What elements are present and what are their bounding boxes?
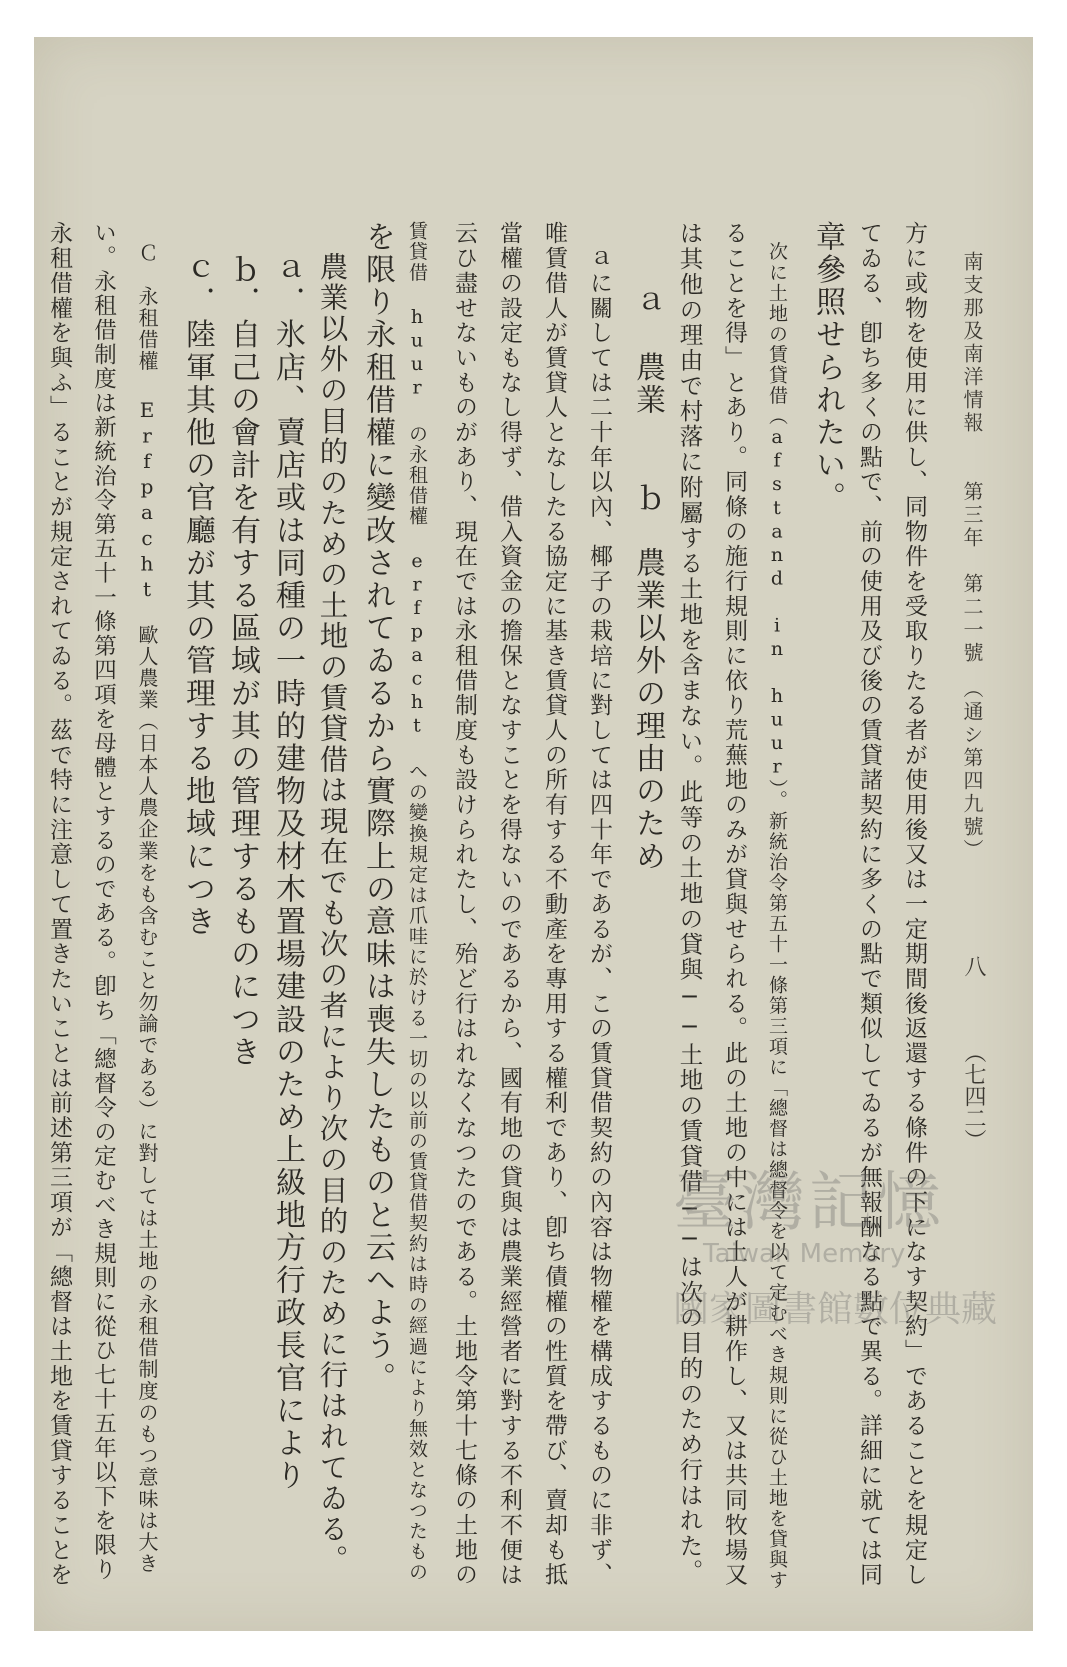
- text-column-5: ることを得」とあり。同條の施行規則に依り荒蕪地のみが貸與せられる。此の土地の中には土人が耕作し、又は共同牧場又: [721, 221, 747, 1588]
- text-column-8: ａに關しては二十年以內、椰子の栽培に對しては四十年であるが、この賃貸借契約の內容は物權を構成するものに非ず、: [586, 221, 612, 1588]
- text-column-7: ａ 農業 ｂ 農業以外の理由のため: [630, 221, 665, 873]
- text-column-4: 次に土地の賃貸借（afstand in huur）。新統治令第五十一條第三項に「總督は總督令を以て定むべき規則に從ひ土地を貸與す: [766, 221, 788, 1591]
- watermark-main: 臺灣記憶: [673, 1166, 945, 1240]
- text-column-13: を限り永租借權に變改されてゐるから實際上の意味は喪失したものと云へよう。: [360, 221, 395, 1395]
- text-column-14: 農業以外の目的のための土地の賃貸借は現在でも次の者により次の目的のために行はれてゐる。: [315, 221, 349, 1576]
- text-column-3: 章參照せられたい。: [810, 221, 845, 515]
- text-column-19: い。永租借制度は新統治令第五十一條第四項を母體とするのである。卽ち「總督令の定むべき規則に從ひ七十五年以下を限り: [90, 221, 117, 1582]
- text-column-20: 永租借權を與ふ」ることが規定されてゐる。茲で特に注意して置きたいことは前述第三項が「總督は土地を賃貸することを: [46, 221, 72, 1588]
- library-watermark: [673, 1151, 998, 1481]
- watermark-english: Taiwan Memory: [703, 1239, 906, 1269]
- text-column-17: ｃ．陸軍其他の官廳が其の管理する地域につき: [180, 221, 215, 939]
- document-page: [34, 37, 1033, 1631]
- page-total: （七四二）: [961, 1041, 986, 1151]
- text-column-12: 賃貸借 huur の永租借權 erfpacht への變換規定は爪哇に於ける一切の以前の賃貸借契約は時の經過により無效となつたもの: [406, 221, 428, 1583]
- text-column-15: ａ．氷店、賣店或は同種の一時的建物及材木置場建設のため上級地方行政長官により: [270, 221, 305, 1493]
- text-column-6: は其他の理由で村落に附屬する土地を含まない。此等の土地の貸與──土地の賃貸借──は次の目的のため行はれた。: [675, 221, 704, 1585]
- watermark-sub: 國家圖書館數位典藏: [673, 1289, 998, 1330]
- text-column-11: 云ひ盡せないものがあり、現在では永租借制度も設けられたし、殆ど行はれなくなつたのである。土地令第十七條の土地の: [451, 221, 477, 1588]
- text-column-1: 方に或物を使用に供し、同物件を受取りたる者が使用後又は一定期間後返還する條件の下になす契約」であることを規定し: [901, 221, 927, 1588]
- text-column-18: Ｃ 永租借權 Erfpacht 歐人農業（日本人農企業をも含むこと勿論である）に對しては土地の永租借制度のもつ意味は大き: [135, 221, 159, 1575]
- page-number: 八: [961, 955, 986, 977]
- running-title: 南支那及南洋情報 第三年 第二一號 （通シ第四九號）: [960, 251, 984, 862]
- text-column-2: てゐる、卽ち多くの點で、前の使用及び後の賃貸諸契約に多くの點で類似してゐるが無報酬なる點で異る。詳細に就ては同: [856, 221, 882, 1588]
- text-column-9: 唯賃借人が賃貸人となしたる協定に基き賃貸人の所有する不動產を專用する權利であり、卽ち債權の性質を帶び、賣却も抵: [541, 221, 567, 1588]
- text-column-10: 當權の設定もなし得ず、借入資金の擔保となすことを得ないのであるから、國有地の貸與は農業經營者に對する不利不便は: [496, 221, 522, 1588]
- text-column-16: ｂ．自己の會計を有する區域が其の管理するものにつき: [225, 221, 260, 1069]
